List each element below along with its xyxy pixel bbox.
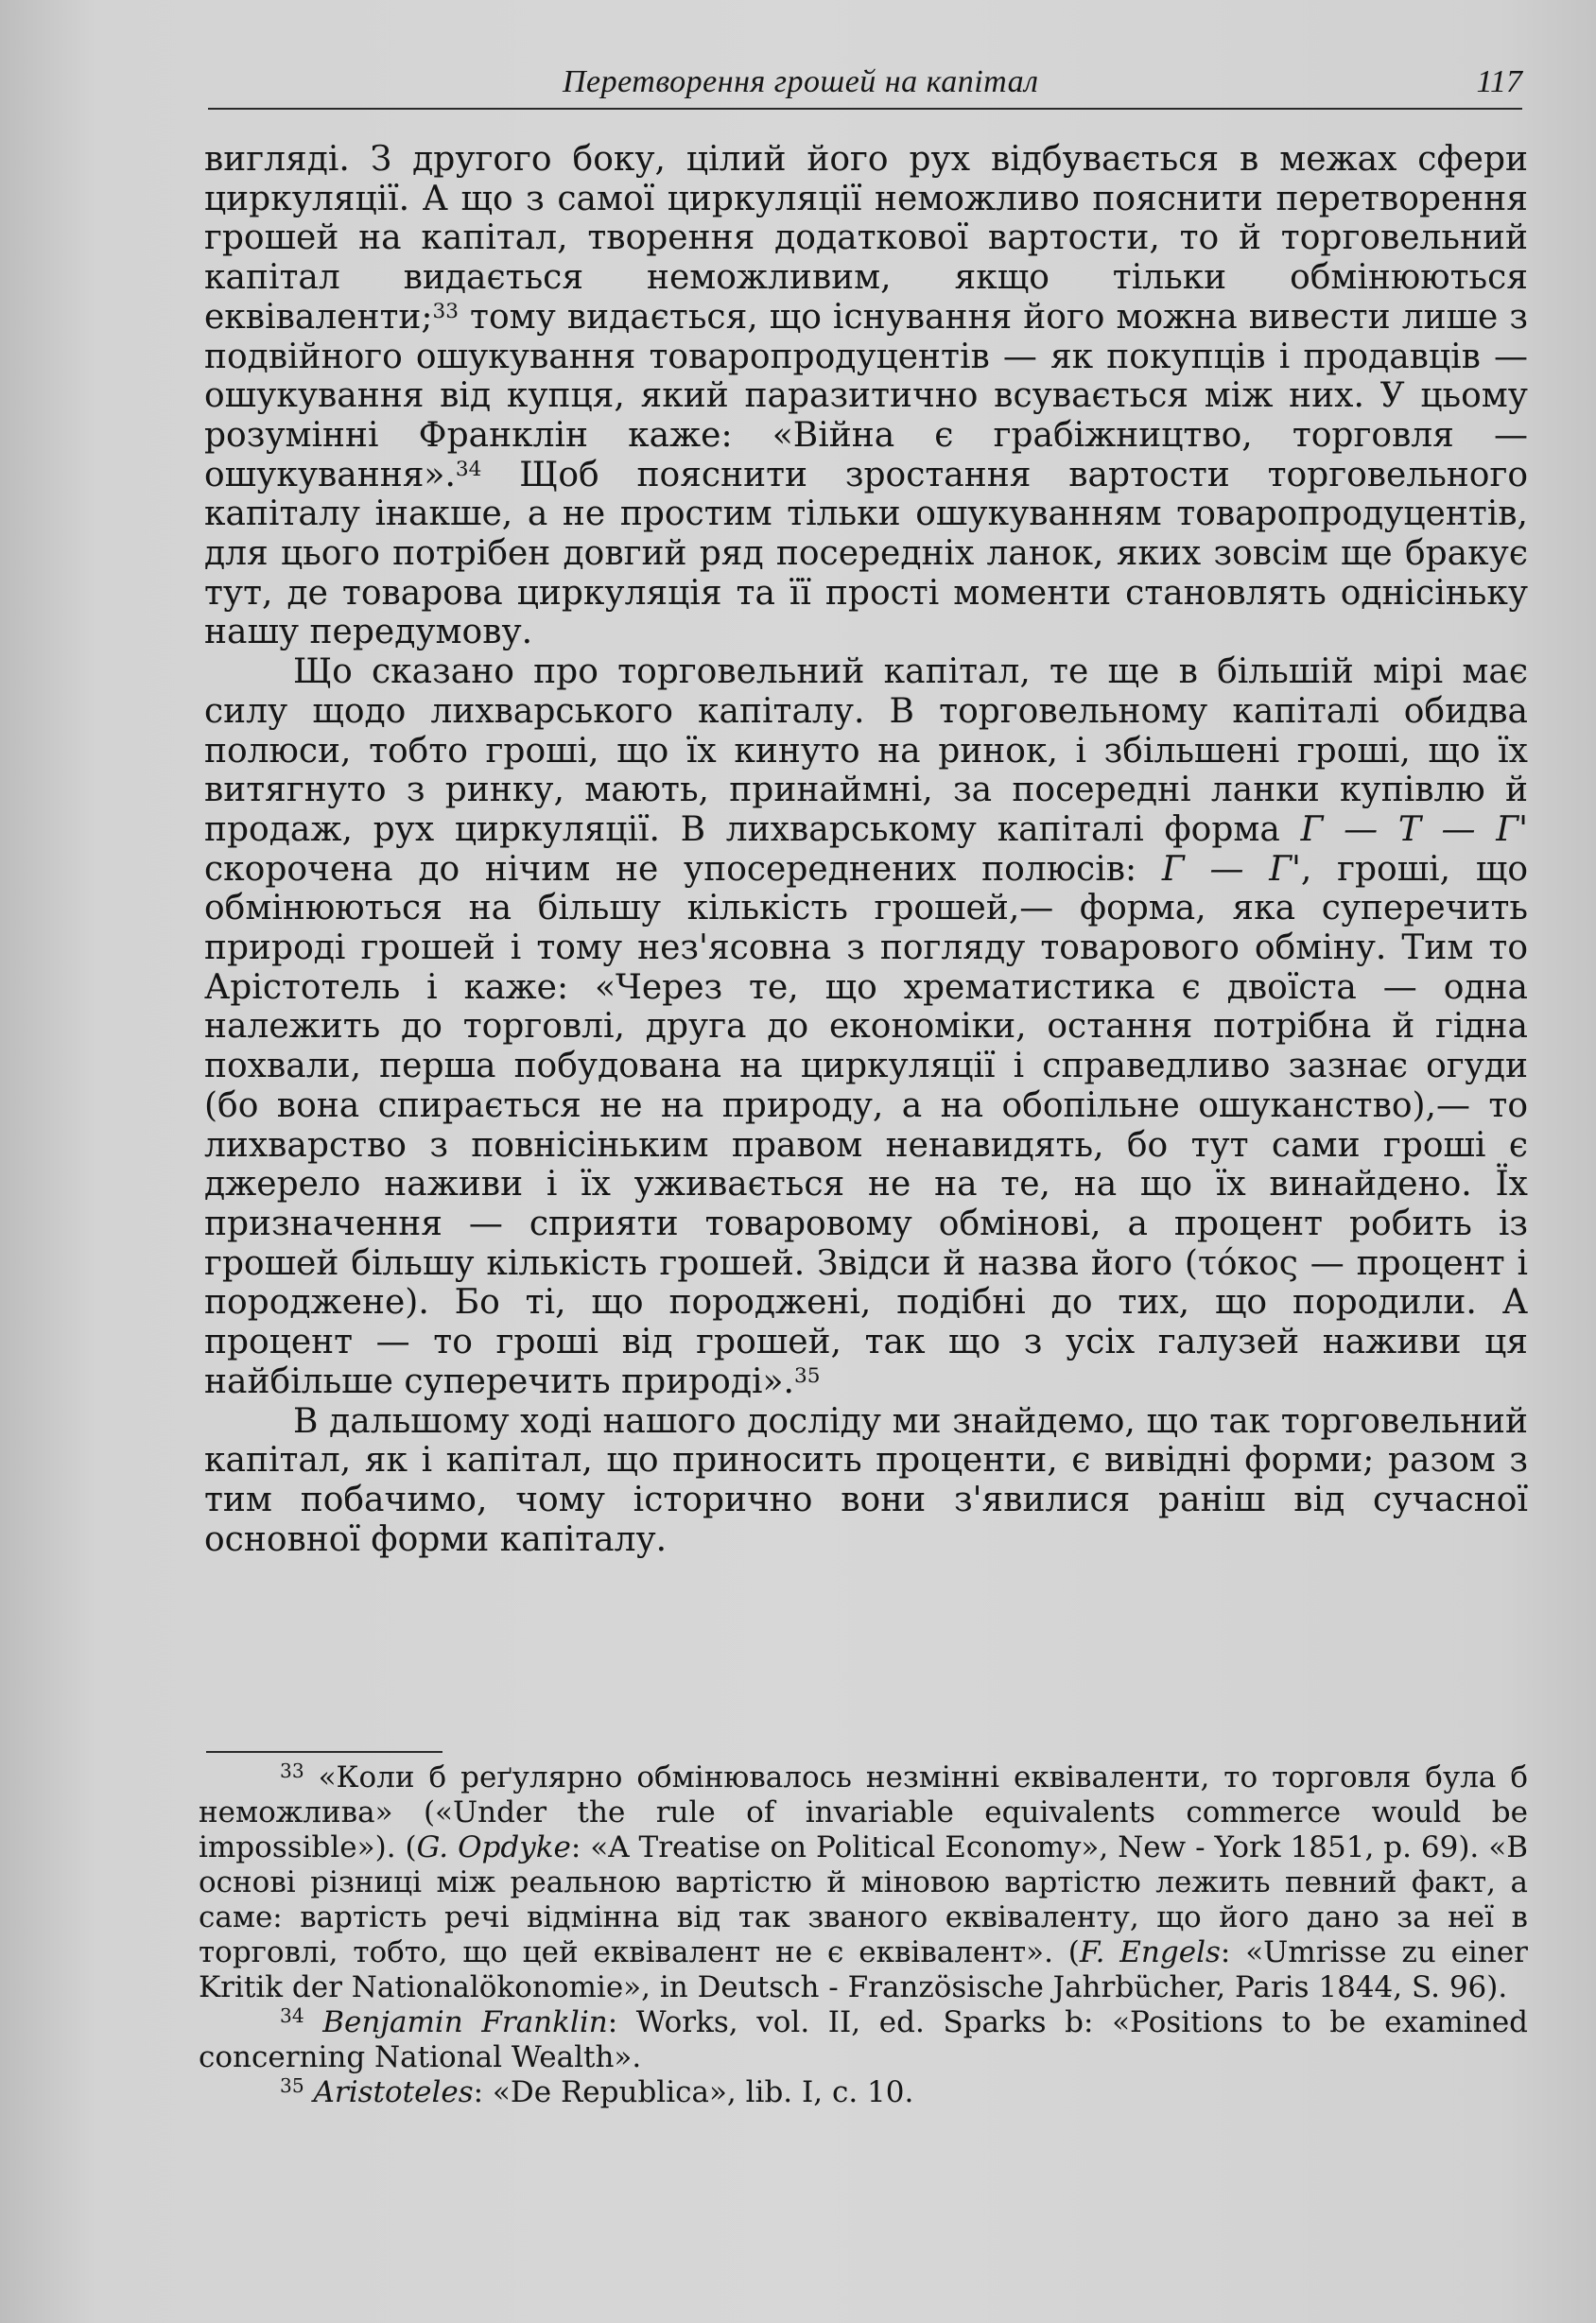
paragraph-1-part-2: тому видається, що існування його можна вивести лише з подвійного ошукування товаропродуцентів — як покупців і продавців — ошукування від купця, який паразитично всувається між них. У цьому розумінні Франклін каже: «Війна є грабіжництво, торговля — ошукування». [204,297,1528,494]
footnote-34-number: 34 [280,2003,304,2027]
paragraph-2-part-3: , гроші, що обмінюються на більшу кількість грошей,— форма, яка суперечить природі грошей і тому нез'ясовна з погляду товарового обміну. Тим то Арістотель і каже: «Через те, що хрематистика є двоїста — одна належить до торговлі, друга до економіки, остання потрібна й гідна похвали, перша побудована на циркуляції і справедливо зазнає огуди (бо вона спирається не на природу, а на обопільне ошуканство),— то лихварство з повнісіньким правом ненавидять, бо тут сами гроші є джерело наживи і їх уживається не на те, на що їх винайдено. Їх призначення — сприяти товаровому обмінові, а процент робить із грошей більшу кількість грошей. Звідси й назва його [204,849,1528,1283]
footnote-33-part-3: : «Umrisse zu einer Kritik der Nationalökonomie», in Deutsch - Französische Jahrbücher, Paris 1844, S. 96). [199,1935,1528,2004]
paragraph-1-part-3: Щоб пояснити зростання вартости торговельного капіталу інакше, а не простим тільки ошукуванням товаропродуцентів, для цього потрібен довгий ряд посередніх ланок, яких зовсім ще бракує тут, де товарова циркуляція та її прості моменти становлять однісіньку нашу передумову. [204,455,1528,652]
formula-shortened: Г — Г' [1161,849,1301,889]
paragraph-1 [204,140,1528,652]
footnote-35-text: : «De Republica», lib. I, c. 10. [473,2075,914,2109]
running-header [208,64,1522,112]
footnote-33 [199,1760,1528,2005]
header-rule [208,108,1522,110]
footnote-34-author: Benjamin Franklin [322,2005,608,2039]
header-title: Перетворення грошей на капітал [563,64,1039,99]
footnote-33-part-1: «Коли б реґулярно обмінювалось незмінні еквіваленти, то торговля була б неможлива» («Under the rule of invariable equivalents commerce would be impossible»). ( [199,1760,1528,1864]
footnote-ref-34: 34 [455,457,482,481]
paragraph-1-part-1: вигляді. З другого боку, цілий його рух відбувається в межах сфери циркуляції. А що з самої циркуляції неможливо пояснити перетворення грошей на капітал, творення додаткової вартости, то й торговельний капітал видається неможливим, якщо тільки обмінюються еквіваленти; [204,140,1528,337]
main-text [204,140,1528,1559]
footnote-rule [206,1751,442,1753]
footnote-34-text: : Works, vol. II, ed. Sparks b: «Positions to be examined concerning National Wealth». [199,2005,1529,2074]
paragraph-2-part-1: Що сказано про торговельний капітал, те ще в більшій мірі має силу щодо лихварського капіталу. В торговельному капіталі обидва полюси, тобто гроші, що їх кинуто на ринок, і збільшені гроші, що їх витягнуто з ринку, мають, принаймні, за посередні ланки купівлю й продаж, рух циркуляції. В лихварському капіталі форма [204,652,1528,849]
paragraph-2-part-4: — процент і породжене). Бо ті, що породжені, подібні до тих, що породили. А процент — то гроші від грошей, так що з усіх галузей наживи ця найбільше суперечить природі». [204,1243,1529,1401]
paragraph-2 [204,652,1528,1401]
footnote-34 [199,2005,1528,2075]
footnote-ref-33: 33 [432,300,460,324]
paragraph-3 [204,1402,1528,1560]
footnote-33-author-2: F. Engels [1079,1935,1221,1969]
footnote-33-part-2: : «A Treatise on Political Economy», New - York 1851, p. 69). «В основі різниці між реальною вартістю й міновою вартістю лежить певний факт, а саме: вартість речі відмінна від так званого еквіваленту, що його дано за неї в торговлі, тобто, що цей еквівалент не є еквівалент». ( [199,1830,1528,1969]
footnote-33-author-1: G. Opdyke [416,1830,571,1864]
footnotes [199,1760,1528,2110]
footnote-33-number: 33 [280,1759,304,1782]
formula-circuit: Г — Т — Г' [1300,809,1528,849]
footnote-35 [199,2075,1528,2110]
greek-word: (τόκος [1184,1243,1298,1283]
paragraph-3-text: В дальшому ході нашого досліду ми знайдемо, що так торговельний капітал, як і капітал, що приносить проценти, є вивідні форми; разом з тим побачимо, чому історично вони з'явилися раніш від сучасної основної форми капіталу. [204,1401,1528,1559]
page-number: 117 [1476,64,1522,99]
footnote-ref-35: 35 [793,1364,821,1388]
footnote-35-number: 35 [280,2073,304,2097]
paragraph-2-part-2: скорочена до нічим не упосереднених полюсів: [204,849,1162,889]
footnote-35-author: Aristoteles [313,2075,474,2109]
